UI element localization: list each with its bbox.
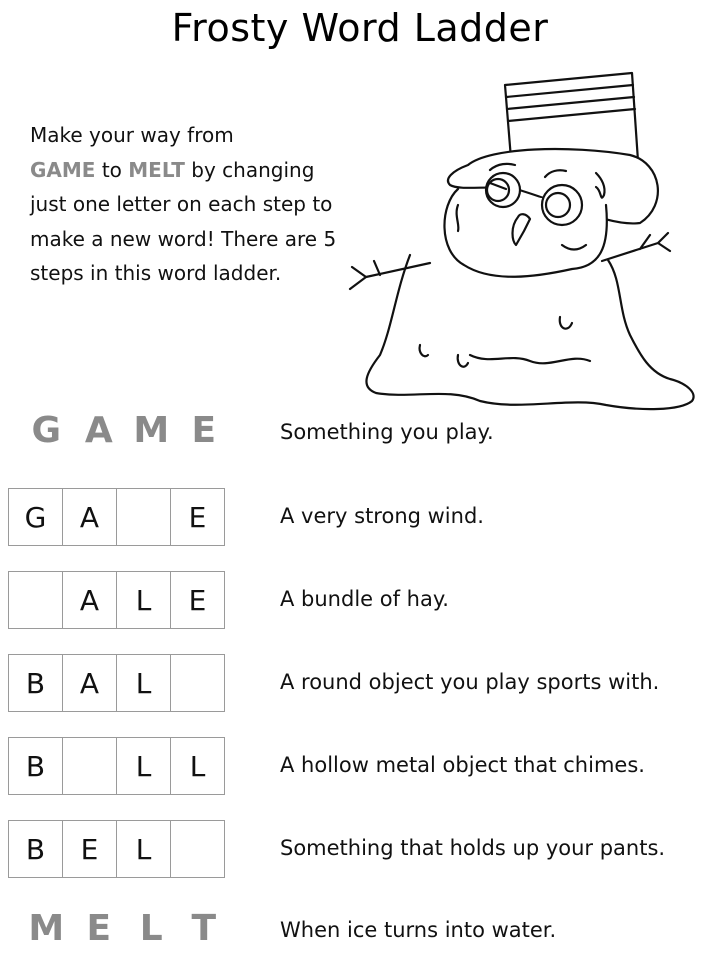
ladder-row-4: [8, 737, 225, 795]
intro-line1: Make your way from: [30, 123, 234, 147]
clue-end: When ice turns into water.: [280, 918, 557, 942]
letter-box[interactable]: L: [117, 655, 171, 711]
clue-3: A round object you play sports with.: [280, 670, 660, 694]
end-word: [20, 908, 230, 949]
instructions: [30, 118, 340, 291]
ladder-row-2: [8, 571, 225, 629]
clue-2: A bundle of hay.: [280, 587, 449, 611]
clue-start: Something you play.: [280, 420, 494, 444]
letter-box[interactable]: L: [171, 738, 225, 794]
clue-4: A hollow metal object that chimes.: [280, 753, 645, 777]
letter-box[interactable]: L: [117, 821, 171, 877]
letter-box[interactable]: B: [9, 738, 63, 794]
letter-box[interactable]: G: [9, 489, 63, 545]
clue-1: A very strong wind.: [280, 504, 484, 528]
letter-box[interactable]: B: [9, 821, 63, 877]
letter-box[interactable]: E: [171, 572, 225, 628]
clue-5: Something that holds up your pants.: [280, 836, 666, 860]
ladder-row-1: [8, 488, 225, 546]
letter-box[interactable]: A: [63, 655, 117, 711]
intro-connector: to: [101, 157, 122, 182]
letter-box[interactable]: B: [9, 655, 63, 711]
end-letter: T: [191, 908, 217, 949]
ladder-row-3: [8, 654, 225, 712]
letter-box[interactable]: [63, 738, 117, 794]
letter-box[interactable]: [117, 489, 171, 545]
end-letter: L: [139, 908, 163, 949]
letter-box[interactable]: E: [63, 821, 117, 877]
end-word-highlight: MELT: [128, 157, 185, 182]
start-letter: A: [84, 410, 113, 451]
letter-box[interactable]: A: [63, 572, 117, 628]
intro-after: by: [191, 157, 216, 182]
letter-box[interactable]: L: [117, 738, 171, 794]
intro-rest: changing just one letter on each step to make a new word! There are 5 steps in this word ladder.: [30, 157, 337, 285]
end-letter: M: [28, 908, 65, 949]
end-letter: E: [86, 908, 112, 949]
page-title: Frosty Word Ladder: [171, 6, 549, 50]
start-word: [20, 410, 230, 451]
letter-box[interactable]: L: [117, 572, 171, 628]
letter-box[interactable]: [171, 821, 225, 877]
start-letter: M: [133, 410, 170, 451]
letter-box[interactable]: [9, 572, 63, 628]
letter-box[interactable]: E: [171, 489, 225, 545]
ladder-row-5: [8, 820, 225, 878]
letter-box[interactable]: A: [63, 489, 117, 545]
melting-snowman-illustration: [340, 55, 700, 425]
start-letter: E: [191, 410, 217, 451]
letter-box[interactable]: [171, 655, 225, 711]
start-letter: G: [31, 410, 62, 451]
start-word-highlight: GAME: [30, 157, 96, 182]
